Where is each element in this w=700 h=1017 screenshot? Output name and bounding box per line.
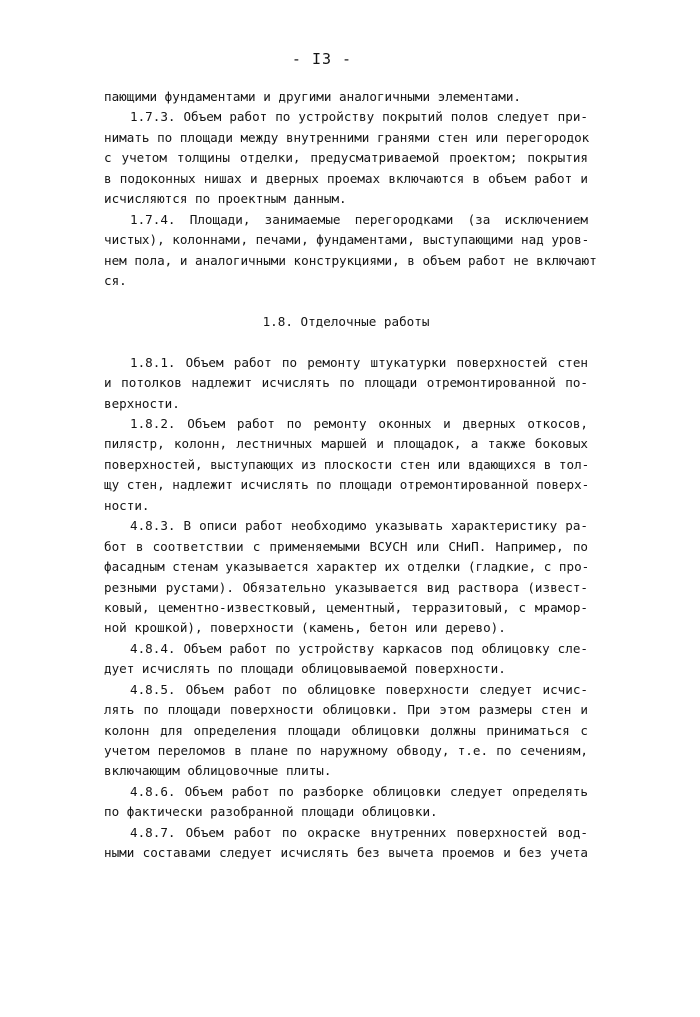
text-line: резными рустами). Обязательно указывается вид раствора (извест- bbox=[104, 579, 588, 595]
text-line: по фактически разобранной площади облицовки. bbox=[104, 804, 438, 820]
text-line: щу стен, надлежит исчислять по площади отремонтированной поверх- bbox=[104, 477, 590, 493]
text-line: лять по площади поверхности облицовки. При этом размеры стен и bbox=[104, 702, 588, 718]
text-line: 4.8.3. В описи работ необходимо указывать характеристику ра- bbox=[130, 518, 588, 534]
text-line: ности. bbox=[104, 497, 150, 513]
text-line: чистых), колоннами, печами, фундаментами, выступающими над уров- bbox=[104, 232, 590, 248]
blank-line bbox=[104, 332, 588, 352]
text-line: с учетом толщины отделки, предусматриваемой проектом; покрытия bbox=[104, 150, 588, 166]
text-line: учетом переломов в плане по наружному обводу, т.е. по сечениям, bbox=[104, 743, 588, 758]
text-line: колонн для определения площади облицовки должны приниматься с bbox=[104, 722, 588, 738]
page-number: - I3 - bbox=[291, 50, 353, 68]
text-line: 4.8.4. Объем работ по устройству каркасов под облицовку сле- bbox=[130, 640, 588, 656]
text-line: в подоконных нишах и дверных проемах включаются в объем работ и bbox=[104, 170, 588, 186]
text-line: поверхностей, выступающих из плоскости стен или вдающихся в тол- bbox=[104, 456, 590, 472]
section-heading: 1.8. Отделочные работы bbox=[262, 313, 430, 329]
text-line: 4.8.6. Объем работ по разборке облицовки следует определять bbox=[130, 783, 588, 799]
text-line: 4.8.5. Объем работ по облицовке поверхности следует исчис- bbox=[130, 681, 588, 697]
text-line: нимать по площади между внутренними гранями стен или перегородок bbox=[104, 129, 590, 145]
text-line: исчисляются по проектным данным. bbox=[104, 191, 347, 207]
text-line: ной крошкой), поверхности (камень, бетон или дерево). bbox=[104, 620, 506, 636]
text-line: бот в соответствии с применяемыми ВСУСН или СНиП. Например, по bbox=[104, 538, 588, 554]
text-line: ными составами следует исчислять без вычета проемов и без учета bbox=[104, 845, 588, 861]
text-line: фасадным стенам указывается характер их отделки (гладкие, с про- bbox=[104, 559, 590, 575]
document-body bbox=[104, 87, 597, 864]
text-line: 1.8.1. Объем работ по ремонту штукатурки поверхностей стен bbox=[130, 354, 588, 370]
blank-line bbox=[104, 291, 588, 311]
text-line: 1.8.2. Объем работ по ремонту оконных и дверных откосов, bbox=[130, 416, 588, 431]
text-line: дует исчислять по площади облицовываемой поверхности. bbox=[104, 661, 506, 677]
text-line: верхности. bbox=[104, 395, 180, 411]
text-line: ся. bbox=[104, 272, 127, 288]
text-line: и потолков надлежит исчислять по площади отремонтированной по- bbox=[104, 375, 588, 391]
text-line: пилястр, колонн, лестничных маршей и площадок, а также боковых bbox=[104, 436, 588, 452]
text-line: включающим облицовочные плиты. bbox=[104, 763, 332, 779]
text-line: ковый, цементно-известковый, цементный, терразитовый, с мрамор- bbox=[104, 599, 588, 615]
text-line: пающими фундаментами и другими аналогичными элементами. bbox=[104, 89, 522, 104]
text-line: 4.8.7. Объем работ по окраске внутренних поверхностей вод- bbox=[130, 824, 588, 840]
text-line: 1.7.4. Площади, занимаемые перегородками (за исключением bbox=[130, 211, 588, 227]
text-line: 1.7.3. Объем работ по устройству покрытий полов следует при- bbox=[130, 109, 588, 125]
text-line: нем пола, и аналогичными конструкциями, в объем работ не включают bbox=[104, 252, 597, 268]
